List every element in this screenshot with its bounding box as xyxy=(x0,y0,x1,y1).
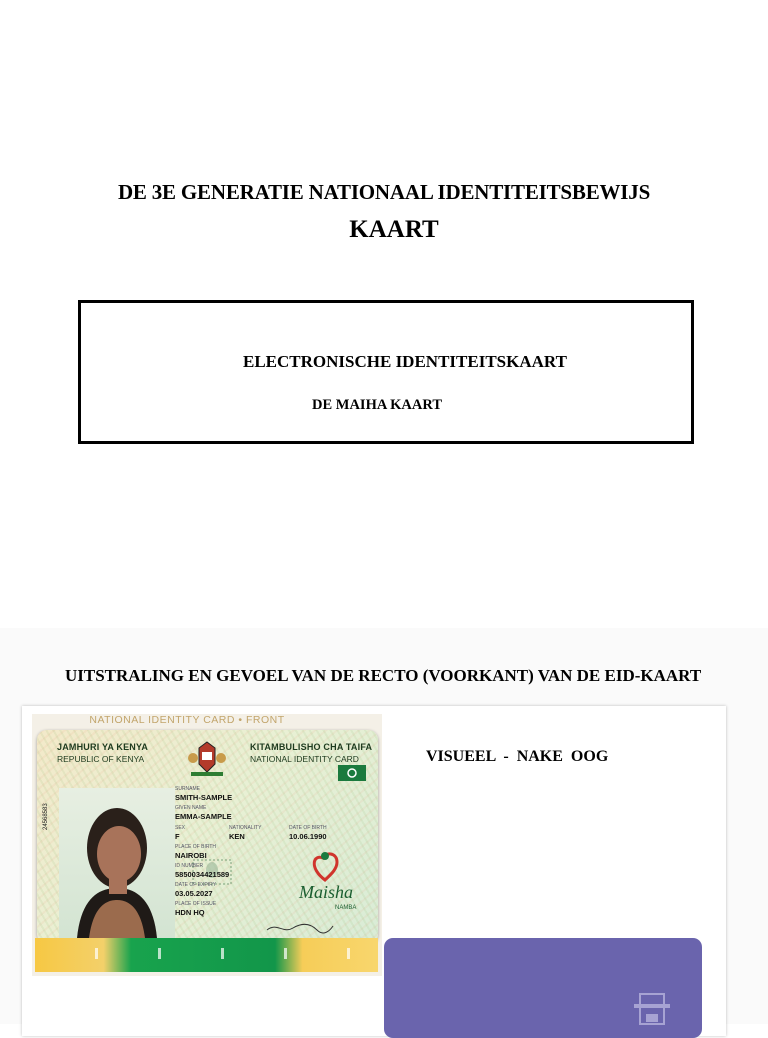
card-left-heading: JAMHURI YA KENYA xyxy=(57,742,149,752)
maisha-brand: Maisha xyxy=(299,882,353,902)
document-title-line2: KAART xyxy=(349,216,439,243)
card-right-heading: KITAMBULISHO CHA TAIFA xyxy=(250,742,373,752)
maisha-brand-sub: NAMBA xyxy=(335,905,357,911)
box-subtitle: DE MAIHA KAART xyxy=(312,397,442,413)
poi-label: PLACE OF ISSUE xyxy=(175,901,217,907)
surname-value: SMITH-SAMPLE xyxy=(175,793,233,802)
signature-icon xyxy=(265,920,335,936)
id-number-label: ID NUMBER xyxy=(175,863,204,869)
back-emblem-icon xyxy=(628,990,676,1030)
nationality-value: KEN xyxy=(229,832,245,841)
pob-value: NAIROBI xyxy=(175,851,207,860)
section-heading: UITSTRALING EN GEVOEL VAN DE RECTO (VOORKANT) VAN DE EID-KAART xyxy=(65,666,702,685)
card-left-subheading: REPUBLIC OF KENYA xyxy=(57,754,145,764)
sex-label: SEX xyxy=(175,825,186,831)
document-title-line1: DE 3E GENERATIE NATIONAAL IDENTITEITSBEWIJS xyxy=(117,180,651,204)
card-strip-segments xyxy=(35,948,378,959)
visual-label: VISUEEL - NAKE OOG xyxy=(426,748,609,765)
card-serial: 24568583 xyxy=(43,803,49,830)
pob-label: PLACE OF BIRTH xyxy=(175,844,217,850)
expiry-label: DATE OF EXPIRY xyxy=(175,882,216,888)
card-photo xyxy=(59,788,175,938)
id-card-front xyxy=(37,730,378,944)
portrait-icon xyxy=(59,788,175,938)
poi-value: HDN HQ xyxy=(175,908,205,917)
contactless-icon xyxy=(337,764,367,782)
id-card-image xyxy=(32,714,382,976)
sex-value: F xyxy=(175,832,180,841)
expiry-value: 03.05.2027 xyxy=(175,889,213,898)
id-number-value: 5850034421589 xyxy=(175,870,230,879)
surname-label: SURNAME xyxy=(175,786,201,792)
given-name-value: EMMA-SAMPLE xyxy=(175,812,232,821)
card-right-subheading: NATIONAL IDENTITY CARD xyxy=(250,754,359,764)
dob-label: DATE OF BIRTH xyxy=(289,825,327,831)
box-title: ELECTRONISCHE IDENTITEITSKAART xyxy=(243,352,567,371)
maisha-logo-icon xyxy=(305,848,345,884)
title-box xyxy=(78,300,694,444)
nationality-label: NATIONALITY xyxy=(229,825,262,831)
card-color-strip xyxy=(35,938,378,972)
coat-of-arms-icon xyxy=(185,738,229,778)
card-caption: NATIONAL IDENTITY CARD • FRONT xyxy=(89,714,285,726)
given-name-label: GIVEN NAME xyxy=(175,805,207,811)
dob-value: 10.06.1990 xyxy=(289,832,327,841)
